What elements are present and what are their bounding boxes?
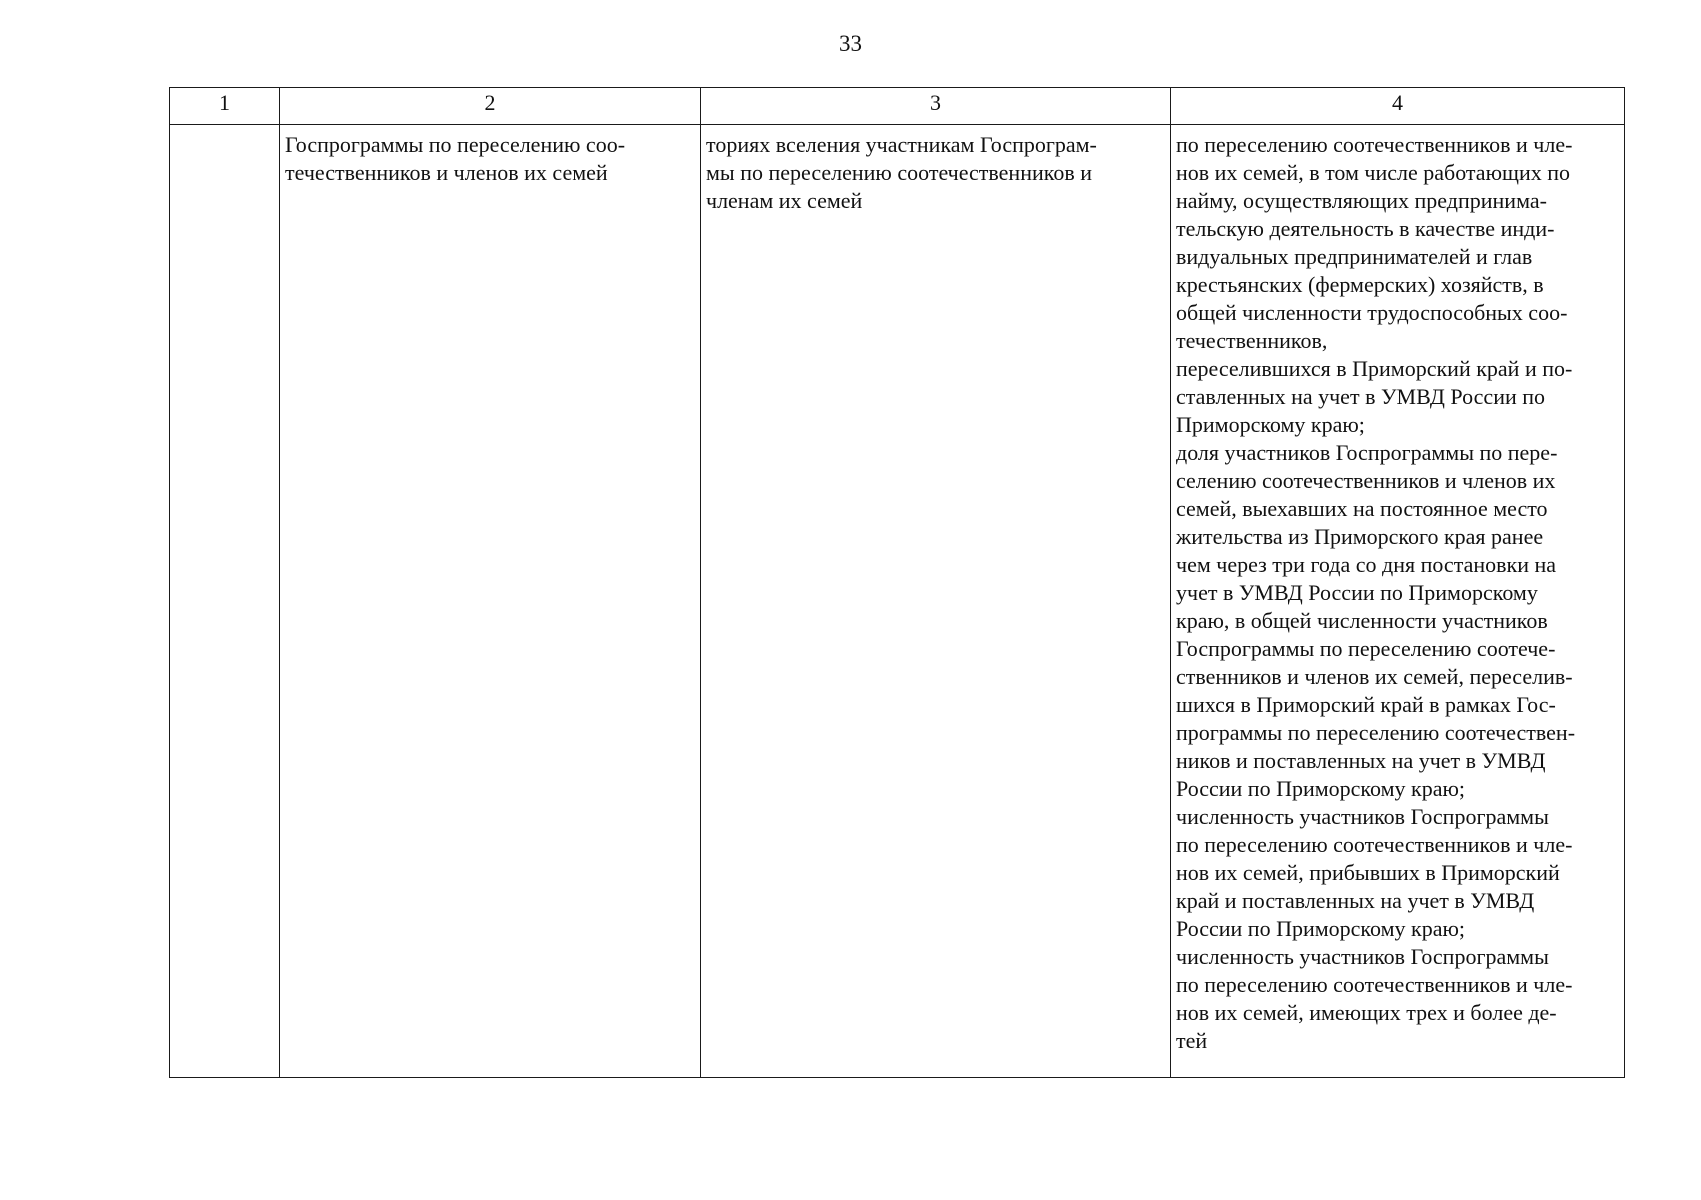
text-line: видуальных предпринимателей и глав — [1176, 244, 1533, 269]
text-line: программы по переселению соотечествен- — [1176, 720, 1576, 745]
text-line: ставленных на учет в УМВД России по — [1176, 384, 1546, 409]
text-line: мы по переселению соотечественников и — [706, 160, 1092, 185]
text-line: ников и поставленных на учет в УМВД — [1176, 748, 1546, 773]
cell-col3 — [701, 125, 1171, 1078]
text-line: численность участников Госпрограммы — [1176, 804, 1549, 829]
cell-col1 — [170, 125, 280, 1078]
text-line: членам их семей — [706, 188, 863, 213]
text-line: общей численности трудоспособных соо- — [1176, 300, 1568, 325]
text-line: России по Приморскому краю; — [1176, 776, 1466, 801]
text-line: численность участников Госпрограммы — [1176, 944, 1549, 969]
text-line: нов их семей, в том числе работающих по — [1176, 160, 1570, 185]
text-line: чем через три года со дня постановки на — [1176, 552, 1557, 577]
data-table — [169, 87, 1625, 1078]
text-line: крестьянских (фермерских) хозяйств, в — [1176, 272, 1544, 297]
text-line: нов их семей, имеющих трех и более де- — [1176, 1000, 1557, 1025]
text-line: жительства из Приморского края ранее — [1176, 524, 1544, 549]
text-line: семей, выехавших на постоянное место — [1176, 496, 1548, 521]
text-line: найму, осуществляющих предпринима- — [1176, 188, 1547, 213]
text-line: России по Приморскому краю; — [1176, 916, 1466, 941]
text-line: нов их семей, прибывших в Приморский — [1176, 860, 1560, 885]
text-line: тельскую деятельность в качестве инди- — [1176, 216, 1555, 241]
text-line: тей — [1176, 1028, 1208, 1053]
text-line: течественников, — [1176, 328, 1328, 353]
text-line: течественников и членов их семей — [285, 160, 608, 185]
text-line: ториях вселения участникам Госпрограм- — [706, 132, 1097, 157]
text-line: переселившихся в Приморский край и по- — [1176, 356, 1573, 381]
text-line: ственников и членов их семей, переселив- — [1176, 664, 1573, 689]
text-line: учет в УМВД России по Приморскому — [1176, 580, 1538, 605]
text-line: по переселению соотечественников и чле- — [1176, 972, 1573, 997]
table-header-row — [170, 88, 1625, 125]
text-line: Приморскому краю; — [1176, 412, 1365, 437]
text-line: край и поставленных на учет в УМВД — [1176, 888, 1535, 913]
column-header-4: 4 — [1171, 88, 1625, 125]
text-line: доля участников Госпрограммы по пере- — [1176, 440, 1558, 465]
table-row — [170, 125, 1625, 1078]
text-line: по переселению соотечественников и чле- — [1176, 132, 1573, 157]
column-header-1: 1 — [170, 88, 280, 125]
text-line: шихся в Приморский край в рамках Гос- — [1176, 692, 1556, 717]
text-line: Госпрограммы по переселению соотече- — [1176, 636, 1556, 661]
column-header-2: 2 — [280, 88, 701, 125]
page-number: 33 — [839, 31, 862, 56]
column-header-3: 3 — [701, 88, 1171, 125]
text-line: селению соотечественников и членов их — [1176, 468, 1556, 493]
text-line: Госпрограммы по переселению соо- — [285, 132, 626, 157]
text-line: краю, в общей численности участников — [1176, 608, 1548, 633]
cell-col4 — [1171, 125, 1625, 1078]
text-line: по переселению соотечественников и чле- — [1176, 832, 1573, 857]
cell-col2 — [280, 125, 701, 1078]
